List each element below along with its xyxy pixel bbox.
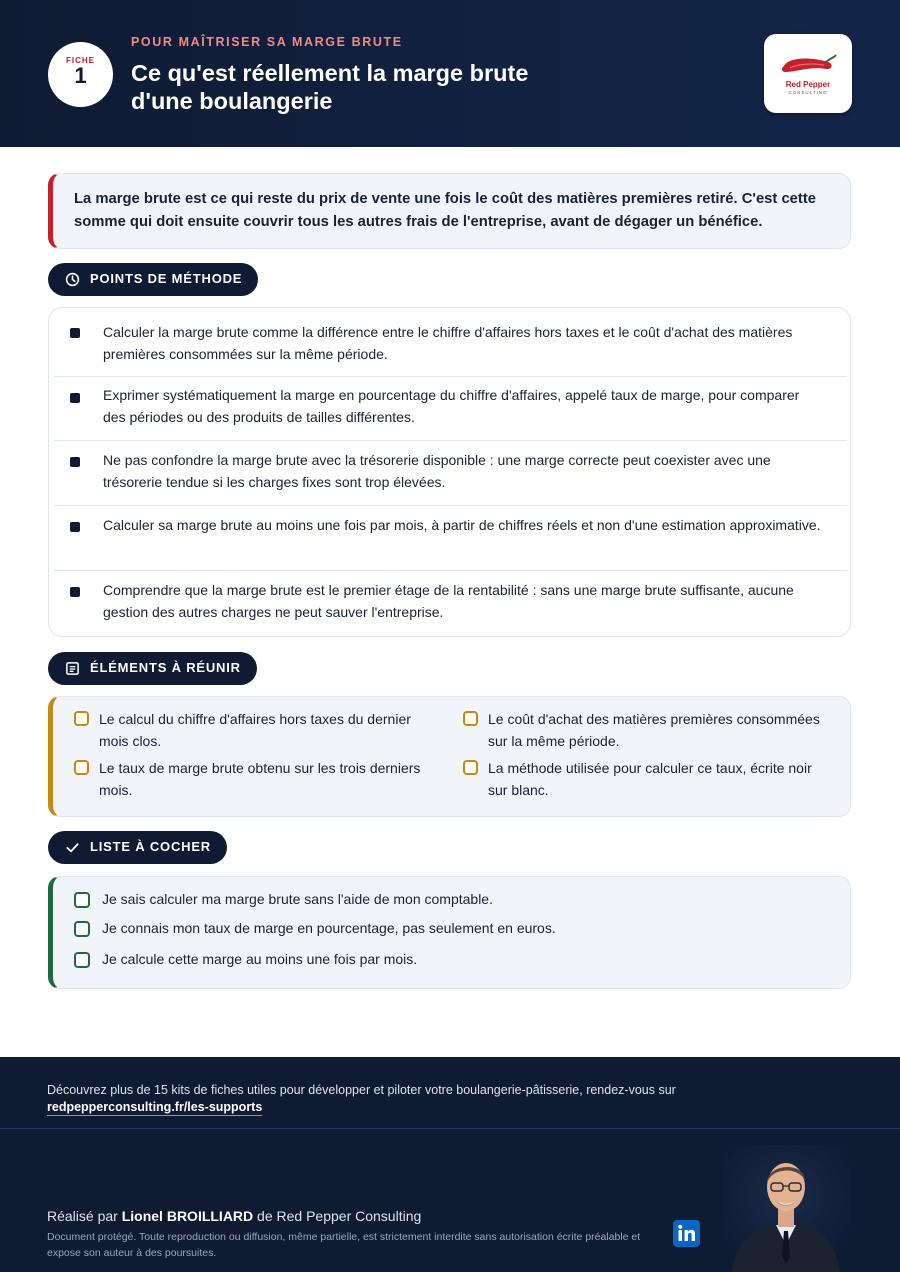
section-header-elements [48,652,257,685]
list-item-text: La méthode utilisée pour calculer ce taux, écrite noir sur blanc. [488,760,812,798]
checkbox[interactable] [74,952,90,968]
checkbox[interactable] [463,711,478,726]
promo-text: Découvrez plus de 15 kits de fiches utiles pour développer et piloter votre boulangerie-pâtisserie, rendez-vous sur [47,1083,676,1097]
logo-name: Red Pepper [785,80,831,89]
header-kicker: POUR MAÎTRISER SA MARGE BRUTE [131,35,403,49]
author-credit [47,1208,421,1224]
checkbox[interactable] [74,892,90,908]
list-item-text: Calculer sa marge brute au moins une fois par mois, à partir de chiffres réels et non d'une estimation approximative. [103,517,821,533]
list-item [54,570,847,636]
bullet-icon [70,328,80,338]
red-pepper-icon [778,52,838,80]
badge-number: 1 [74,63,87,88]
section-title: POINTS DE MÉTHODE [90,271,243,286]
bullet-icon [70,522,80,532]
document-icon [65,661,80,676]
checkbox[interactable] [74,760,89,775]
list-item [54,505,847,570]
list-item-text: Exprimer systématiquement la marge en pourcentage du chiffre d'affaires, appelé taux de marge, pour comparer des périodes ou des produits de tailles différentes. [103,387,800,425]
legal-notice: Document protégé. Toute reproduction ou diffusion, même partielle, est strictement interdite sans autorisation écrite préalable et expose son auteur à des poursuites. [47,1231,641,1259]
list-item-text: Je calcule cette marge au moins une fois par mois. [102,951,418,967]
company-logo [764,34,852,113]
list-item-text: Ne pas confondre la marge brute avec la trésorerie disponible : une marge correcte peut coexister avec une trésorerie tendue si les charges fixes sont trop élevées. [103,452,771,490]
list-item-text: Le calcul du chiffre d'affaires hors taxes du dernier mois clos. [99,711,411,749]
linkedin-icon[interactable] [673,1220,700,1247]
checklist-panel [48,876,851,989]
method-list [48,307,851,637]
intro-callout [48,173,851,249]
intro-text: La marge brute est ce qui reste du prix de vente une fois le coût des matières premières retiré. C'est cette somme qui doit ensuite couvrir tous les autres frais de l'entreprise, avant de dégager un bénéfice. [74,191,816,230]
list-item-text: Comprendre que la marge brute est le premier étage de la rentabilité : sans une marge brute suffisante, aucune gestion des autres charges ne peut sauver l'entreprise. [103,582,794,620]
section-title: ÉLÉMENTS À RÉUNIR [90,660,241,675]
author-suffix: de Red Pepper Consulting [257,1208,422,1224]
supports-link[interactable]: redpepperconsulting.fr/les-supports [47,1100,263,1114]
bullet-icon [70,457,80,467]
page-footer [0,1057,900,1272]
author-photo [722,1145,850,1272]
checkbox[interactable] [74,921,90,937]
section-header-method [48,263,258,296]
list-item-text: Le coût d'achat des matières premières consommées sur la même période. [488,711,820,749]
checkbox[interactable] [74,711,89,726]
check-icon [65,840,80,855]
badge-label: FICHE [66,56,95,65]
checkbox[interactable] [463,760,478,775]
list-item [54,308,847,376]
list-item-text: Calculer la marge brute comme la différence entre le chiffre d'affaires hors taxes et le coût d'achat des matières premières consommées sur la même période. [103,324,793,362]
bullet-icon [70,393,80,403]
clock-icon [65,272,80,287]
logo-subtitle: CONSULTING [788,90,828,95]
list-item-text: Je connais mon taux de marge en pourcentage, pas seulement en euros. [102,920,556,936]
author-name: Lionel BROILLIARD [121,1208,254,1224]
elements-panel [48,696,851,817]
list-item [54,440,847,505]
bullet-icon [70,587,80,597]
list-item-text: Je sais calculer ma marge brute sans l'aide de mon comptable. [102,891,493,907]
list-item [54,376,847,440]
list-item-text: Le taux de marge brute obtenu sur les trois derniers mois. [99,760,421,798]
section-title: LISTE À COCHER [90,839,211,854]
section-header-checklist [48,831,227,864]
page-header [0,0,900,147]
author-prefix: Réalisé par [47,1208,118,1224]
page-title: Ce qu'est réellement la marge brute d'une boulangerie [131,60,529,114]
footer-divider [0,1128,900,1129]
fiche-badge [48,42,113,107]
